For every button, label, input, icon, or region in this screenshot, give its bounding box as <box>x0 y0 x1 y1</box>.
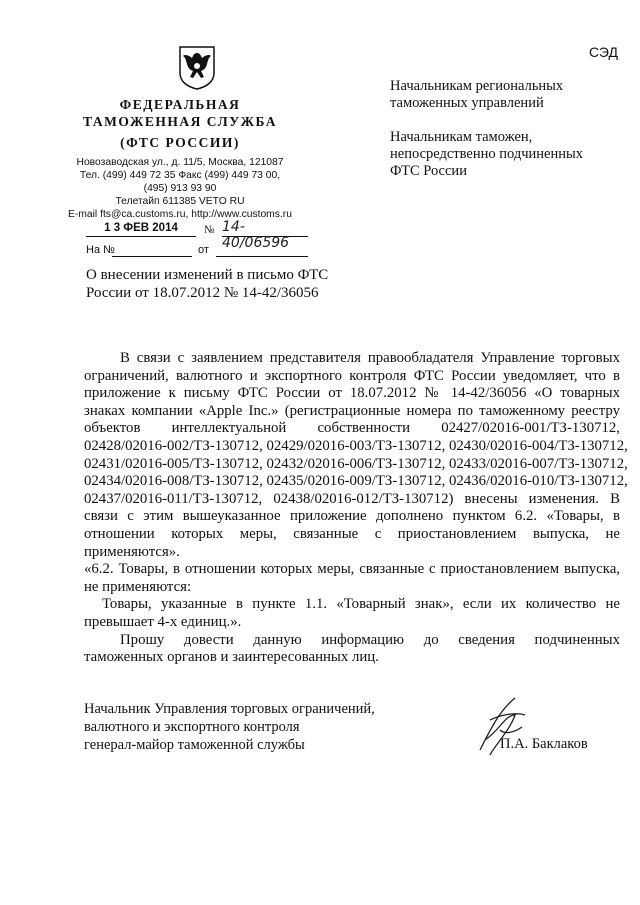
position-line: Начальник Управления торговых ограничений, <box>84 701 375 717</box>
body-line: Товары, указанные в пункте 1.1. «Товарный знак», если их количество не <box>102 596 620 613</box>
body-line: «6.2. Товары, в отношении которых меры, связанные с приостановлением выпуска, <box>84 561 620 578</box>
from-label: от <box>198 244 209 256</box>
body-line: знаках компании «Apple Inc.» (регистрационные номера по таможенному реестру <box>84 402 620 419</box>
email-line: E-mail fts@ca.customs.ru, http://www.customs.ru <box>68 209 292 220</box>
body-line: 02428/02016-002/ТЗ-130712, 02429/02016-003/ТЗ-130712, 02430/02016-004/ТЗ-130712, <box>84 437 628 454</box>
reply-to-label: На № <box>86 244 115 256</box>
addressee-line: Начальникам таможен, <box>390 129 533 145</box>
addressee-line: ФТС России <box>390 163 467 179</box>
addressee-regional <box>390 78 563 112</box>
registration-number: 14-40/06596 <box>222 219 308 237</box>
addressee-line: Начальникам региональных <box>390 78 564 94</box>
body-line: 02431/02016-005/ТЗ-130712, 02432/02016-006/ТЗ-130712, 02433/02016-007/ТЗ-130712, <box>84 455 628 472</box>
body-line: отношении которых меры, связанные с приостановлением выпуска, не <box>84 525 620 542</box>
subject <box>86 266 328 302</box>
registration-date: 1 3 ФЕВ 2014 <box>86 222 196 237</box>
number-label: № <box>204 224 215 236</box>
position-line: валютного и экспортного контроля <box>84 719 300 735</box>
position-line: генерал-майор таможенной службы <box>84 737 305 753</box>
body-line: связи с этим вышеуказанное приложение дополнено пунктом 6.2. «Товары, в <box>84 508 620 525</box>
teletype-line: Телетайп 611385 VETO RU <box>115 196 245 207</box>
reply-number-field <box>112 242 192 257</box>
body-line: В связи с заявлением представителя правообладателя Управление торговых <box>120 350 620 366</box>
phone-line: Тел. (499) 449 72 35 Факс (499) 449 73 00, <box>79 170 281 181</box>
subject-line: О внесении изменений в письмо ФТС <box>86 267 329 283</box>
handwritten-signature <box>470 690 530 765</box>
body-line: Прошу довести данную информацию до сведения подчиненных <box>120 631 620 648</box>
document-marking: СЭД <box>588 44 618 60</box>
body-line: ограничений, валютного и экспортного контроля ФТС России уведомляет, что в <box>84 367 620 384</box>
body-line: превышает 4-х единиц.». <box>84 613 242 630</box>
body-line: 02437/02016-011/ТЗ-130712, 02438/02016-012/ТЗ-130712) внесены изменения. В <box>84 490 620 507</box>
body-line: 02434/02016-008/ТЗ-130712, 02435/02016-009/ТЗ-130712, 02436/02016-010/ТЗ-130712, <box>84 473 628 490</box>
letter-body <box>84 350 628 667</box>
body-line: таможенных органов и заинтересованных лиц. <box>84 649 379 666</box>
signatory-name: П.А. Баклаков <box>500 736 588 752</box>
signatory-position <box>84 700 375 754</box>
phone-line-2: (495) 913 93 90 <box>143 183 217 194</box>
coat-of-arms-emblem <box>177 44 217 90</box>
org-name-line2: ТАМОЖЕННАЯ СЛУЖБА <box>83 114 277 129</box>
addressee-customs <box>390 129 583 180</box>
body-line: объектов интеллектуальной собственности 02427/02016-001/ТЗ-130712, <box>84 420 620 437</box>
subject-line: России от 18.07.2012 № 14-42/36056 <box>86 285 319 301</box>
reply-date-field <box>216 242 308 257</box>
body-line: применяются». <box>84 543 180 560</box>
addressee-line: непосредственно подчиненных <box>390 146 583 162</box>
org-name-short: (ФТС РОССИИ) <box>120 135 240 150</box>
addressee-line: таможенных управлений <box>390 95 544 111</box>
address-line: Новозаводская ул., д. 11/5, Москва, 121087 <box>76 157 284 168</box>
org-name-line1: ФЕДЕРАЛЬНАЯ <box>119 97 241 112</box>
body-line: не применяются: <box>84 578 192 595</box>
body-line: приложение к письму ФТС России от 18.07.2012 № 14-42/36056 «О товарных <box>84 385 620 402</box>
